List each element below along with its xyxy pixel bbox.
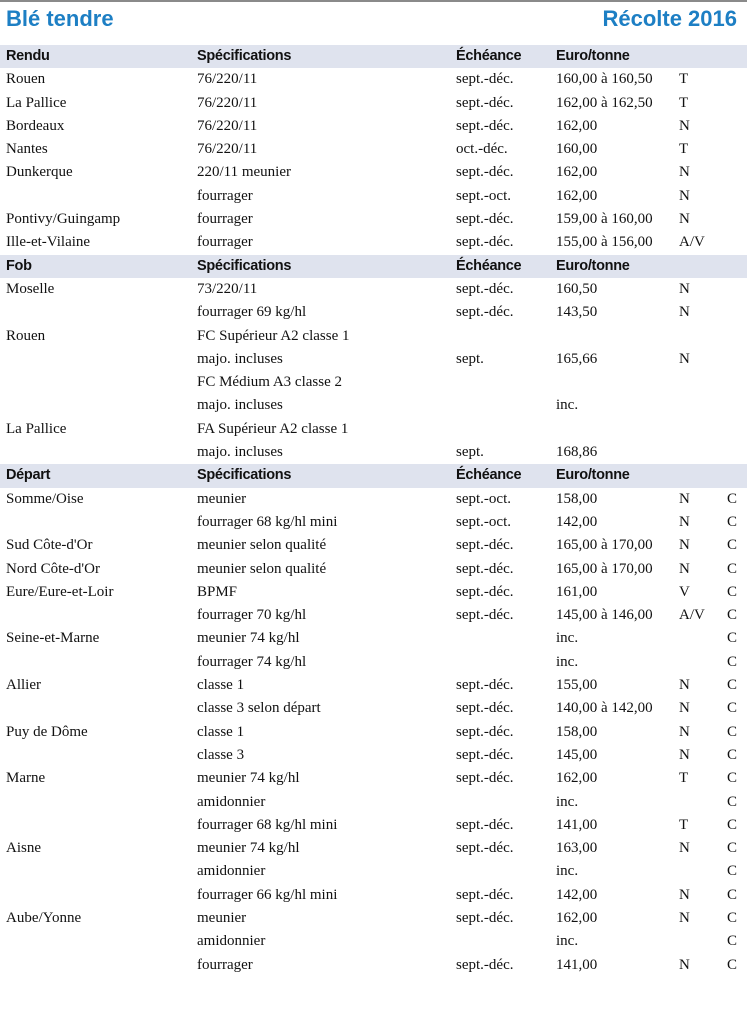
extra-cell: C [727,840,738,857]
spec-cell: fourrager [197,234,253,251]
echeance-cell: sept.-déc. [456,956,514,973]
spec-cell: fourrager 69 kg/hl [197,304,307,321]
echeance-cell: sept.-déc. [456,909,514,926]
table-row [0,418,747,441]
spec-cell: fourrager 70 kg/hl [197,607,307,624]
trend-cell: N [679,909,690,926]
price-cell: inc. [556,863,579,880]
place-cell: La Pallice [6,420,67,437]
echeance-cell: sept.-déc. [456,677,514,694]
trend-cell: N [679,117,690,134]
price-cell: 162,00 [556,164,598,181]
extra-cell: C [727,909,738,926]
echeance-cell: sept.-déc. [456,71,514,88]
spec-cell: meunier [197,909,247,926]
trend-cell: N [679,560,690,577]
table-row [0,674,747,697]
place-cell: Somme/Oise [6,490,84,507]
place-cell: Sud Côte-d'Or [6,537,93,554]
spec-cell: amidonnier [197,863,266,880]
spec-cell: meunier 74 kg/hl [197,840,300,857]
echeance-cell: sept. [456,350,484,367]
echeance-cell: sept.-oct. [456,187,511,204]
place-cell: La Pallice [6,94,67,111]
place-cell: Dunkerque [6,164,73,181]
spec-cell: 73/220/11 [197,280,258,297]
table-row [0,930,747,953]
extra-cell: C [727,630,738,647]
table-row [0,371,747,394]
header-spec: Spécifications [197,257,292,274]
price-cell: 159,00 à 160,00 [556,211,653,228]
header-price: Euro/tonne [556,257,630,274]
table-row [0,651,747,674]
trend-cell: A/V [679,607,705,624]
echeance-cell: sept.-déc. [456,746,514,763]
echeance-cell: sept.-oct. [456,513,511,530]
place-cell: Eure/Eure-et-Loir [6,583,114,600]
extra-cell: C [727,863,738,880]
spec-cell: classe 1 [197,677,245,694]
echeance-cell: sept.-déc. [456,723,514,740]
table-row [0,511,747,534]
place-cell: Nord Côte-d'Or [6,560,100,577]
table-row [0,581,747,604]
trend-cell: N [679,537,690,554]
trend-cell: N [679,723,690,740]
spec-cell: BPMF [197,583,238,600]
price-cell: 168,86 [556,444,598,461]
price-cell: 162,00 [556,187,598,204]
table-row [0,185,747,208]
echeance-cell: sept.-déc. [456,816,514,833]
table-row [0,814,747,837]
table-row [0,231,747,254]
place-cell: Rouen [6,327,46,344]
extra-cell: C [727,933,738,950]
price-cell: 145,00 [556,746,598,763]
price-cell: 142,00 [556,886,598,903]
header-echeance: Échéance [456,257,522,274]
echeance-cell: sept.-déc. [456,560,514,577]
spec-cell: 76/220/11 [197,71,258,88]
table-row [0,721,747,744]
price-cell: 155,00 à 156,00 [556,234,653,251]
spec-cell: fourrager 74 kg/hl [197,653,307,670]
price-cell: 158,00 [556,723,598,740]
spec-cell: fourrager [197,956,253,973]
trend-cell: N [679,490,690,507]
place-cell: Marne [6,770,46,787]
table-row [0,907,747,930]
spec-cell: FC Supérieur A2 classe 1 [197,327,350,344]
echeance-cell: sept.-déc. [456,886,514,903]
spec-cell: amidonnier [197,793,266,810]
trend-cell: N [679,350,690,367]
echeance-cell: oct.-déc. [456,141,508,158]
trend-cell: N [679,513,690,530]
echeance-cell: sept.-déc. [456,117,514,134]
price-cell: 162,00 [556,909,598,926]
table-row [0,301,747,324]
extra-cell: C [727,700,738,717]
trend-cell: T [679,71,689,88]
trend-cell: N [679,700,690,717]
spec-cell: majo. incluses [197,350,283,367]
spec-cell: 76/220/11 [197,94,258,111]
place-cell: Seine-et-Marne [6,630,100,647]
trend-cell: A/V [679,234,705,251]
echeance-cell: sept.-déc. [456,840,514,857]
price-cell: 160,00 à 160,50 [556,71,653,88]
extra-cell: C [727,746,738,763]
price-cell: 143,50 [556,304,598,321]
spec-cell: majo. incluses [197,444,283,461]
extra-cell: C [727,560,738,577]
trend-cell: N [679,187,690,204]
trend-cell: N [679,304,690,321]
trend-cell: N [679,956,690,973]
price-cell: inc. [556,793,579,810]
echeance-cell: sept.-déc. [456,700,514,717]
price-cell: 142,00 [556,513,598,530]
header-price: Euro/tonne [556,48,630,64]
extra-cell: C [727,956,738,973]
spec-cell: FA Supérieur A2 classe 1 [197,420,349,437]
price-cell: 165,00 à 170,00 [556,560,653,577]
title-bar [0,6,747,36]
trend-cell: N [679,677,690,694]
spec-cell: meunier selon qualité [197,560,327,577]
table-row [0,161,747,184]
echeance-cell: sept.-déc. [456,234,514,251]
spec-cell: 220/11 meunier [197,164,292,181]
place-cell: Pontivy/Guingamp [6,211,121,228]
place-cell: Puy de Dôme [6,723,88,740]
spec-cell: fourrager [197,211,253,228]
table-row [0,394,747,417]
table-row [0,348,747,371]
extra-cell: C [727,677,738,694]
spec-cell: amidonnier [197,933,266,950]
spec-cell: fourrager 66 kg/hl mini [197,886,338,903]
echeance-cell: sept.-déc. [456,304,514,321]
table-row [0,208,747,231]
price-cell: 163,00 [556,840,598,857]
spec-cell: fourrager [197,187,253,204]
place-cell: Bordeaux [6,117,65,134]
price-cell: 141,00 [556,816,598,833]
table-row [0,697,747,720]
place-cell: Allier [6,677,41,694]
table-row [0,627,747,650]
price-cell: inc. [556,653,579,670]
price-cell: 162,00 à 162,50 [556,94,653,111]
echeance-cell: sept.-déc. [456,94,514,111]
trend-cell: N [679,280,690,297]
place-cell: Nantes [6,141,48,158]
extra-cell: C [727,583,738,600]
spec-cell: meunier selon qualité [197,537,327,554]
header-price: Euro/tonne [556,467,630,484]
table-row [0,860,747,883]
table-row [0,837,747,860]
table-row [0,791,747,814]
price-cell: 155,00 [556,677,598,694]
table-row [0,767,747,790]
price-cell: 140,00 à 142,00 [556,700,653,717]
top-rule [0,0,747,2]
extra-cell: C [727,653,738,670]
price-cell: inc. [556,397,579,414]
spec-cell: meunier [197,490,247,507]
price-cell: 158,00 [556,490,598,507]
trend-cell: T [679,770,689,787]
trend-cell: N [679,746,690,763]
extra-cell: C [727,770,738,787]
price-cell: inc. [556,630,579,647]
price-cell: 165,66 [556,350,598,367]
place-cell: Ille-et-Vilaine [6,234,91,251]
section-header-row [0,255,747,278]
spec-cell: classe 1 [197,723,245,740]
header-spec: Spécifications [197,467,292,484]
spec-cell: meunier 74 kg/hl [197,630,300,647]
echeance-cell: sept.-déc. [456,537,514,554]
section-header-row [0,464,747,487]
price-cell: 160,00 [556,141,598,158]
price-cell: 162,00 [556,117,598,134]
spec-cell: 76/220/11 [197,117,258,134]
table-row [0,954,747,977]
place-cell: Rouen [6,71,46,88]
trend-cell: T [679,816,689,833]
place-cell: Aisne [6,840,41,857]
table-row [0,534,747,557]
table-row [0,744,747,767]
trend-cell: N [679,211,690,228]
table-row [0,441,747,464]
place-cell: Moselle [6,280,55,297]
header-echeance: Échéance [456,48,522,64]
place-cell: Aube/Yonne [6,909,82,926]
price-cell: 165,00 à 170,00 [556,537,653,554]
extra-cell: C [727,886,738,903]
harvest-year-title: Récolte 2016 [602,6,737,31]
echeance-cell: sept.-déc. [456,280,514,297]
table-row [0,604,747,627]
trend-cell: N [679,164,690,181]
price-cell: 141,00 [556,956,598,973]
echeance-cell: sept.-oct. [456,490,511,507]
extra-cell: C [727,793,738,810]
table-row [0,115,747,138]
header-spec: Spécifications [197,48,292,64]
trend-cell: N [679,886,690,903]
extra-cell: C [727,537,738,554]
table-row [0,278,747,301]
price-cell: 162,00 [556,770,598,787]
echeance-cell: sept. [456,444,484,461]
spec-cell: fourrager 68 kg/hl mini [197,816,338,833]
trend-cell: T [679,141,689,158]
trend-cell: N [679,840,690,857]
table-row [0,92,747,115]
price-table [0,45,747,977]
table-row [0,138,747,161]
extra-cell: C [727,607,738,624]
price-cell: 160,50 [556,280,598,297]
spec-cell: meunier 74 kg/hl [197,770,300,787]
header-place: Rendu [6,48,50,64]
price-cell: inc. [556,933,579,950]
extra-cell: C [727,513,738,530]
table-title: Blé tendre [6,6,114,31]
echeance-cell: sept.-déc. [456,770,514,787]
price-cell: 161,00 [556,583,598,600]
extra-cell: C [727,816,738,833]
table-row [0,558,747,581]
spec-cell: classe 3 [197,746,245,763]
echeance-cell: sept.-déc. [456,164,514,181]
section-header-row [0,45,747,68]
table-row [0,325,747,348]
trend-cell: T [679,94,689,111]
echeance-cell: sept.-déc. [456,607,514,624]
extra-cell: C [727,490,738,507]
spec-cell: fourrager 68 kg/hl mini [197,513,338,530]
spec-cell: majo. incluses [197,397,283,414]
spec-cell: FC Médium A3 classe 2 [197,374,342,391]
echeance-cell: sept.-déc. [456,583,514,600]
header-place: Départ [6,467,51,484]
trend-cell: V [679,583,690,600]
price-cell: 145,00 à 146,00 [556,607,653,624]
header-place: Fob [6,257,32,274]
table-row [0,488,747,511]
echeance-cell: sept.-déc. [456,211,514,228]
spec-cell: 76/220/11 [197,141,258,158]
extra-cell: C [727,723,738,740]
spec-cell: classe 3 selon départ [197,700,321,717]
header-echeance: Échéance [456,467,522,484]
table-row [0,884,747,907]
table-row [0,68,747,91]
